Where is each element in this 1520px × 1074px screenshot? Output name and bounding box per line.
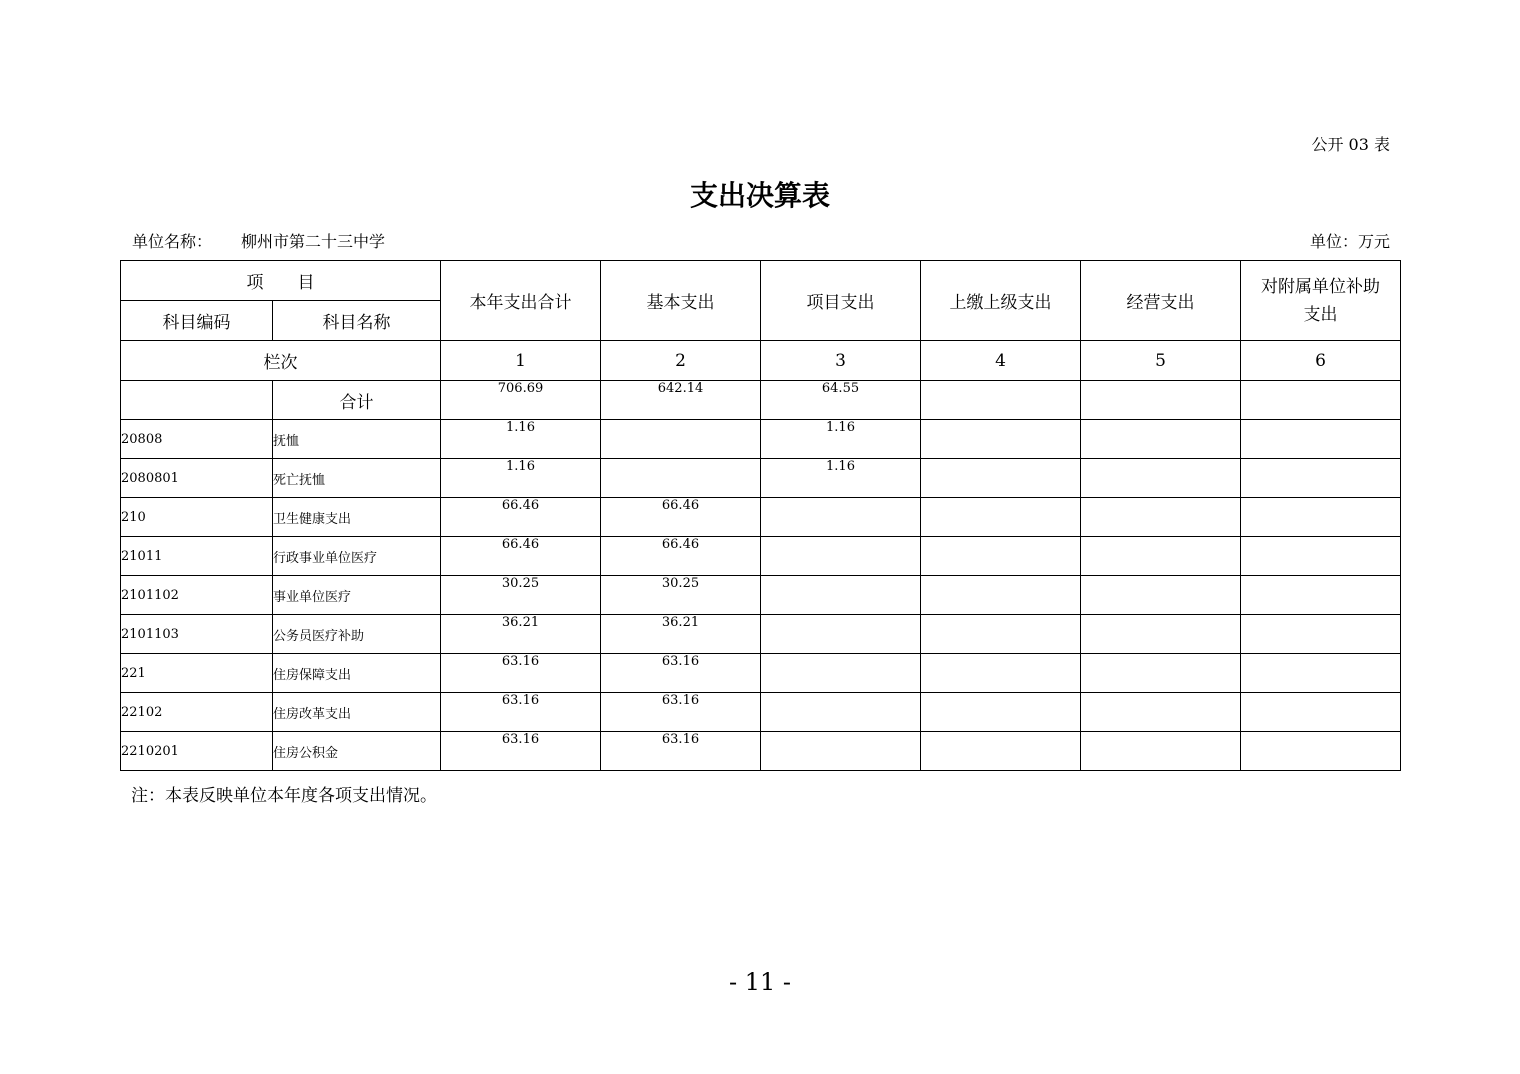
cell-business — [1081, 654, 1241, 693]
header-col-business: 经营支出 — [1081, 261, 1241, 341]
unit-label: 单位：万元 — [1309, 232, 1390, 251]
table-row — [121, 654, 1401, 693]
cell-basic: 63.16 — [601, 693, 761, 732]
header-col-project: 项目支出 — [761, 261, 921, 341]
cell-subsidy — [1241, 537, 1401, 576]
org-label: 单位名称： — [132, 232, 213, 251]
cell-code: 20808 — [121, 420, 273, 459]
cell-total: 1.16 — [441, 459, 601, 498]
cell-upper — [921, 459, 1081, 498]
total-total: 706.69 — [441, 381, 601, 420]
cell-name: 死亡抚恤 — [273, 459, 441, 498]
table-note: 注：本表反映单位本年度各项支出情况。 — [131, 786, 437, 806]
index-cell: 4 — [921, 341, 1081, 381]
cell-code: 21011 — [121, 537, 273, 576]
header-row-1 — [121, 261, 1401, 301]
cell-upper — [921, 693, 1081, 732]
cell-code: 210 — [121, 498, 273, 537]
cell-project — [761, 576, 921, 615]
cell-name: 住房保障支出 — [273, 654, 441, 693]
total-business — [1081, 381, 1241, 420]
cell-subsidy — [1241, 420, 1401, 459]
cell-project: 1.16 — [761, 459, 921, 498]
total-subsidy — [1241, 381, 1401, 420]
cell-code: 2101103 — [121, 615, 273, 654]
total-project: 64.55 — [761, 381, 921, 420]
cell-total: 66.46 — [441, 537, 601, 576]
cell-upper — [921, 537, 1081, 576]
total-upper — [921, 381, 1081, 420]
cell-upper — [921, 615, 1081, 654]
table-row — [121, 693, 1401, 732]
cell-code: 2210201 — [121, 732, 273, 771]
cell-upper — [921, 732, 1081, 771]
cell-subsidy — [1241, 498, 1401, 537]
cell-business — [1081, 459, 1241, 498]
index-cell: 3 — [761, 341, 921, 381]
cell-code: 22102 — [121, 693, 273, 732]
cell-total: 63.16 — [441, 693, 601, 732]
cell-project — [761, 693, 921, 732]
header-col-subsidy-line2: 支出 — [1303, 304, 1338, 325]
cell-basic — [601, 459, 761, 498]
index-cell: 5 — [1081, 341, 1241, 381]
cell-project — [761, 537, 921, 576]
total-basic: 642.14 — [601, 381, 761, 420]
cell-business — [1081, 732, 1241, 771]
cell-name: 行政事业单位医疗 — [273, 537, 441, 576]
cell-name: 卫生健康支出 — [273, 498, 441, 537]
cell-basic — [601, 420, 761, 459]
cell-name: 抚恤 — [273, 420, 441, 459]
page-number: - 11 - — [728, 968, 791, 996]
index-cell: 2 — [601, 341, 761, 381]
cell-project — [761, 498, 921, 537]
cell-subsidy — [1241, 576, 1401, 615]
table-row — [121, 615, 1401, 654]
cell-total: 1.16 — [441, 420, 601, 459]
table-row — [121, 537, 1401, 576]
page-title: 支出决算表 — [689, 179, 830, 212]
cell-business — [1081, 615, 1241, 654]
cell-basic: 63.16 — [601, 732, 761, 771]
header-col-subsidy-line1: 对附属单位补助 — [1261, 276, 1380, 297]
index-cell: 1 — [441, 341, 601, 381]
header-col-upper: 上缴上级支出 — [921, 261, 1081, 341]
cell-project — [761, 654, 921, 693]
table-row — [121, 420, 1401, 459]
index-label: 栏次 — [121, 341, 441, 381]
cell-subsidy — [1241, 654, 1401, 693]
table-row — [121, 732, 1401, 771]
form-number: 公开 03 表 — [1311, 135, 1390, 154]
cell-business — [1081, 693, 1241, 732]
cell-code: 2101102 — [121, 576, 273, 615]
cell-project — [761, 615, 921, 654]
cell-subsidy — [1241, 459, 1401, 498]
cell-total: 36.21 — [441, 615, 601, 654]
expenditure-table — [120, 260, 1401, 771]
cell-basic: 63.16 — [601, 654, 761, 693]
total-label: 合计 — [273, 381, 441, 420]
cell-business — [1081, 537, 1241, 576]
index-row — [121, 341, 1401, 381]
table-row — [121, 498, 1401, 537]
cell-total: 63.16 — [441, 732, 601, 771]
total-row — [121, 381, 1401, 420]
cell-subsidy — [1241, 693, 1401, 732]
cell-project — [761, 732, 921, 771]
cell-upper — [921, 498, 1081, 537]
cell-name: 住房改革支出 — [273, 693, 441, 732]
cell-upper — [921, 654, 1081, 693]
cell-code: 2080801 — [121, 459, 273, 498]
cell-total: 30.25 — [441, 576, 601, 615]
cell-name: 事业单位医疗 — [273, 576, 441, 615]
table-row — [121, 576, 1401, 615]
header-col-total: 本年支出合计 — [441, 261, 601, 341]
cell-name: 住房公积金 — [273, 732, 441, 771]
cell-upper — [921, 576, 1081, 615]
total-code-cell — [121, 381, 273, 420]
cell-basic: 36.21 — [601, 615, 761, 654]
header-col-subsidy — [1241, 261, 1401, 341]
org-name: 柳州市第二十三中学 — [241, 232, 386, 251]
cell-subsidy — [1241, 615, 1401, 654]
index-cell: 6 — [1241, 341, 1401, 381]
cell-total: 63.16 — [441, 654, 601, 693]
cell-project: 1.16 — [761, 420, 921, 459]
cell-business — [1081, 576, 1241, 615]
cell-business — [1081, 498, 1241, 537]
cell-name: 公务员医疗补助 — [273, 615, 441, 654]
table-row — [121, 459, 1401, 498]
header-col-basic: 基本支出 — [601, 261, 761, 341]
cell-code: 221 — [121, 654, 273, 693]
header-item: 项 目 — [121, 261, 441, 301]
header-code: 科目编码 — [121, 301, 273, 341]
cell-basic: 66.46 — [601, 498, 761, 537]
header-name: 科目名称 — [273, 301, 441, 341]
cell-business — [1081, 420, 1241, 459]
cell-basic: 30.25 — [601, 576, 761, 615]
cell-total: 66.46 — [441, 498, 601, 537]
cell-subsidy — [1241, 732, 1401, 771]
cell-basic: 66.46 — [601, 537, 761, 576]
cell-upper — [921, 420, 1081, 459]
